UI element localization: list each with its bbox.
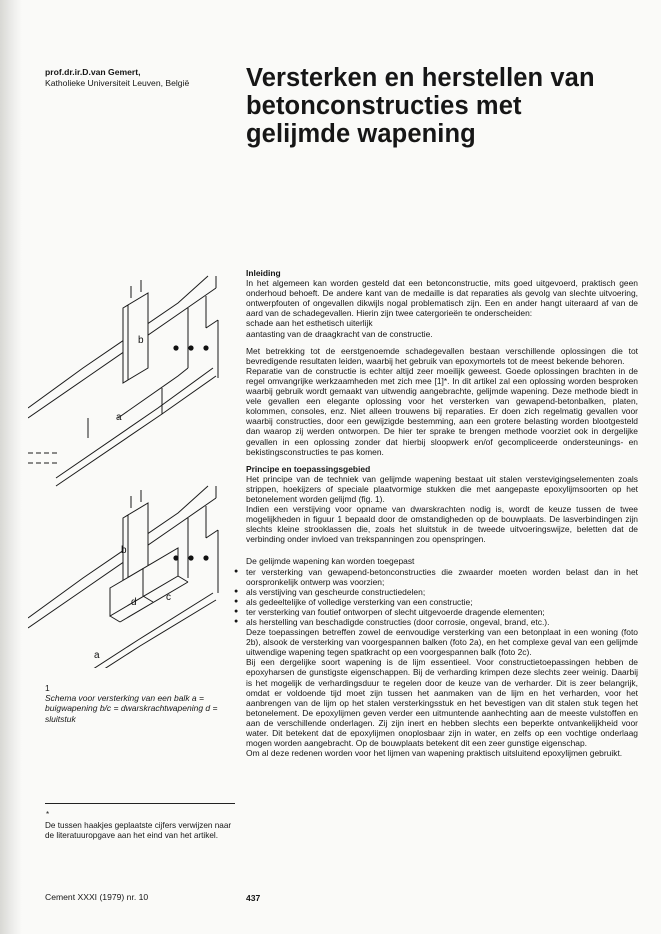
figure-caption bbox=[45, 683, 245, 724]
paragraph: Reparatie van de constructie is echter altijd zeer moeilijk geweest. Goede oplossingen brachten in de regel omvangrijke werkzaamheden met zich mee [1]*. In dit artikel zal een oplossing worden besproken waarbij gebruik wordt gemaakt van uitwendig aangebrachte, gelijmde wapening. Deze methode biedt in vele gevallen een elegante oplossing voor het versterken van gewapend-betonbalken, platen, kolommen, consoles, enz. Niet alleen trouwens bij reparaties. Er doen zich regelmatig gevallen voor waarbij constructies, door een gewijzigde bestemming, aan een grotere belasting worden blootgesteld dan waarop zij werden ontworpen. De hier ter sprake te brengen methode voorziet ook in dergelijke gevallen in een oplossing zonder dat hierbij sloopwerk en/of gecompliceerde ondersteunings- en bekistingsconstructies te pas komen. bbox=[246, 365, 638, 457]
paragraph: Om al deze redenen worden voor het lijmen van wapening praktisch uitsluitend epoxylijmen gebruikt. bbox=[246, 748, 623, 759]
rebar-dot bbox=[173, 345, 178, 350]
bullet-item: ● als gedeeltelijke of volledige versterking van een constructie; bbox=[234, 597, 638, 607]
paragraph: Indien een verstijving voor opname van dwarskrachten nodig is, wordt de keuze tussen de twee mogelijkheden in figuur 1 bepaald door de omstandigheden op de bouwplaats. De lasverbindingen zijn slechts kleine strooklassen die, zoals het sluitstuk in de tweede uitvoeringswijze, beletten dat de verbinding onder invloed van trekspanningen zou openspringen. bbox=[246, 504, 638, 545]
bullet-item: ● als herstelling van beschadigde constructies (door corrosie, ongeval, brand, etc.). bbox=[234, 617, 638, 627]
title-line: Versterken en herstellen van bbox=[246, 64, 595, 92]
figure-label-d: d bbox=[131, 597, 137, 608]
rebar-dot bbox=[173, 555, 178, 560]
paragraph: Deze toepassingen betreffen zowel de eenvoudige versterking van een betonplaat in een woning (foto 2b), alsook de versterking van voorgespannen balken (foto 2a), en het complexe geval van een gelijmde uitwendige wapening tegen spatkracht op een voorgespannen balk (foto 2c). bbox=[246, 627, 638, 658]
author-affiliation: Katholieke Universiteit Leuven, België bbox=[45, 77, 190, 88]
paragraph: Bij een dergelijke soort wapening is de lijm essentieel. Voor constructietoepassingen hebben de epoxyharsen de gunstigste eigenschappen. Bij de verharding krimpen deze slechts zeer weinig. Daarbij is het mogelijk de verhardingsduur te regelen door de keuze van de verharder. Dit is zeer belangrijk, omdat er voldoende tijd moet zijn tussen het aanmaken van de lijm en het verharden, voor het aanbrengen van de lijm op het stalen versterkingsstuk en het bevestigen van dit stalen stuk tegen het betonelement. De epoxylijmen geven verder een uitmuntende aanhechting aan de meeste vulstoffen en aan de verschillende onderlagen. Zij zijn inert en hebben slechts een beperkte ontvankelijkheid voor water. Dit betekent dat de epoxylijmen onoplosbaar zijn in water, en zelfs op een vochtige onderlaag mogen worden aangebracht. Op de bouwplaats betekent dit een zeer gunstige eigenschap. bbox=[246, 657, 638, 749]
heading-inleiding: Inleiding bbox=[246, 268, 281, 278]
rebar-dot bbox=[203, 555, 208, 560]
paragraph: Het principe van de techniek van gelijmde wapening bestaat uit stalen verstevigingselementen zoals strippen, hoekijzers of speciale plaatvormige stukken die met aangepaste epoxylijmsoorten op het betonelement worden gelijmd (fig. 1). bbox=[246, 473, 638, 504]
figure-label-b: b bbox=[121, 545, 127, 556]
paragraph: In het algemeen kan worden gesteld dat een betonconstructie, mits goed uitgevoerd, praktisch geen onderhoud behoeft. De andere kant van de medaille is dat reparaties als gevolg van slechte uitvoering, ontwerpfouten of ongevallen dikwijls nogal problematisch zijn. Een en ander hangt uiteraard af van de aard van de schadegevallen. Hierin zijn twee catergorieën te onderscheiden: bbox=[246, 278, 638, 319]
figure-beam-reinforcement bbox=[28, 268, 228, 668]
paragraph: De gelijmde wapening kan worden toegepast bbox=[246, 556, 415, 567]
title-line: gelijmde wapening bbox=[246, 120, 476, 148]
rebar-dot bbox=[188, 555, 193, 560]
figure-label-a: a bbox=[116, 412, 122, 423]
footnote-text: De tussen haakjes geplaatste cijfers verwijzen naar de literatuuropgave aan het eind van het artikel. bbox=[45, 821, 232, 841]
bullet-item: ● als verstijving van gescheurde constructiedelen; bbox=[234, 587, 638, 597]
bullet-item: ● ter versterking van gewapend-betonconstructies die zwaarder moeten worden belast dan in het oorspronkelijk ontwerp was voorzien; bbox=[234, 567, 638, 587]
journal-reference: Cement XXXI (1979) nr. 10 bbox=[45, 892, 149, 902]
figure-lower-drawing bbox=[28, 486, 218, 668]
bullet-list bbox=[234, 567, 638, 628]
paragraph: Met betrekking tot de eerstgenoemde schadegevallen bestaan verschillende oplossingen die tot bevredigende resultaten leiden, waarbij het gebruik van epoxymortels tot de meest bekende behoren. bbox=[246, 345, 638, 366]
figure-upper-drawing bbox=[28, 276, 218, 486]
list-item: aantasting van de draagkracht van de constructie. bbox=[246, 328, 433, 339]
author-name: prof.dr.ir.D.van Gemert, bbox=[45, 67, 141, 77]
article-title bbox=[246, 64, 646, 148]
figure-number: 1 bbox=[45, 683, 50, 693]
page-spine-shadow bbox=[0, 0, 22, 934]
title-line: betonconstructies met bbox=[246, 92, 522, 120]
footnote-marker: * bbox=[46, 810, 50, 819]
page-number: 437 bbox=[246, 893, 261, 903]
figure-label-b: b bbox=[138, 335, 144, 346]
body-column bbox=[246, 268, 638, 758]
spacer bbox=[246, 339, 638, 346]
rebar-dot bbox=[188, 345, 193, 350]
bullet-item: ● ter versterking van foutief ontworpen of slecht uitgevoerde dragende elementen; bbox=[234, 607, 638, 617]
spacer bbox=[246, 544, 638, 556]
spacer bbox=[246, 457, 638, 464]
author-block bbox=[45, 67, 245, 88]
figure-label-c: c bbox=[166, 592, 171, 603]
footnote-rule bbox=[45, 803, 235, 804]
figure-caption-text: Schema voor versterking van een balk a = buigwapening b/c = dwarskrachtwapening d = sluitstuk bbox=[45, 693, 218, 724]
list-item: schade aan het esthetisch uiterlijk bbox=[246, 318, 373, 329]
rebar-dot bbox=[203, 345, 208, 350]
heading-principe: Principe en toepassingsgebied bbox=[246, 463, 371, 474]
figure-label-a: a bbox=[94, 650, 100, 661]
